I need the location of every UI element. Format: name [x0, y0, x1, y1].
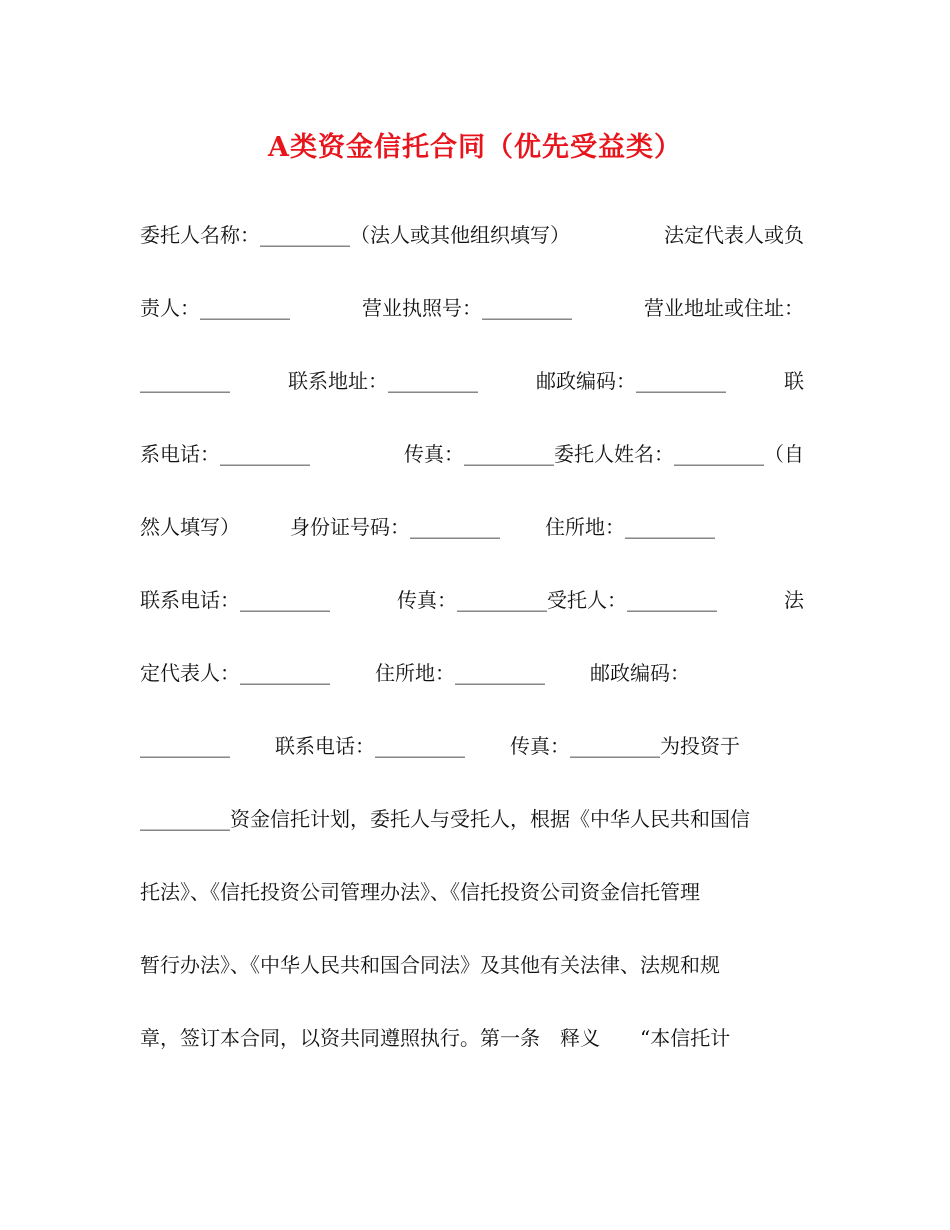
text-segment: 联系电话：_________ — [275, 734, 465, 758]
text-segment: 营业地址或住址： — [644, 296, 804, 320]
text-line — [140, 505, 804, 578]
text-segment: 法 — [784, 588, 804, 612]
text-line — [140, 432, 804, 505]
text-segment: 联系地址：_________ — [288, 369, 478, 393]
document-body — [140, 213, 804, 1089]
text-segment: 联系电话：_________ — [140, 588, 330, 612]
text-segment: 邮政编码：_________ — [536, 369, 726, 393]
text-segment: 定代表人：_________ — [140, 661, 330, 685]
text-segment: 法定代表人或负 — [664, 223, 804, 247]
text-line — [140, 578, 804, 651]
text-segment: 传真：_________委托人姓名：_________（自 — [404, 442, 804, 466]
text-line — [140, 359, 804, 432]
text-segment: 暂行办法》、《中华人民共和国合同法》及其他有关法律、法规和规 — [140, 953, 720, 977]
text-segment: 邮政编码： — [590, 661, 690, 685]
text-segment: 系电话：_________ — [140, 442, 310, 466]
text-line — [140, 797, 804, 870]
text-segment: 然人填写） — [140, 515, 240, 539]
text-segment: 住所地：_________ — [545, 515, 715, 539]
document-title: A类资金信托合同（优先受益类） — [268, 132, 682, 163]
text-segment: 传真：_________为投资于 — [510, 734, 740, 758]
text-segment: 传真：_________受托人：_________ — [397, 588, 717, 612]
text-segment: _________ — [140, 734, 230, 758]
text-line — [140, 724, 804, 797]
text-line — [140, 286, 804, 359]
text-segment: 委托人名称：_________（法人或其他组织填写） — [140, 223, 570, 247]
text-line — [140, 870, 804, 943]
text-segment: _________资金信托计划，委托人与受托人，根据《中华人民共和国信 — [140, 807, 750, 831]
text-segment: 营业执照号：_________ — [362, 296, 572, 320]
text-segment: 住所地：_________ — [375, 661, 545, 685]
text-line — [140, 943, 804, 1016]
text-line — [140, 1016, 804, 1089]
text-segment: _________ — [140, 369, 230, 393]
text-segment: 联 — [784, 369, 804, 393]
text-line — [140, 213, 804, 286]
text-segment: 身份证号码：_________ — [290, 515, 500, 539]
text-segment: 托法》、《信托投资公司管理办法》、《信托投资公司资金信托管理 — [140, 880, 700, 904]
text-line — [140, 651, 804, 724]
text-segment: 责人：_________ — [140, 296, 290, 320]
text-segment: 章，签订本合同，以资共同遵照执行。第一条 释义 “本信托计 — [140, 1026, 731, 1050]
